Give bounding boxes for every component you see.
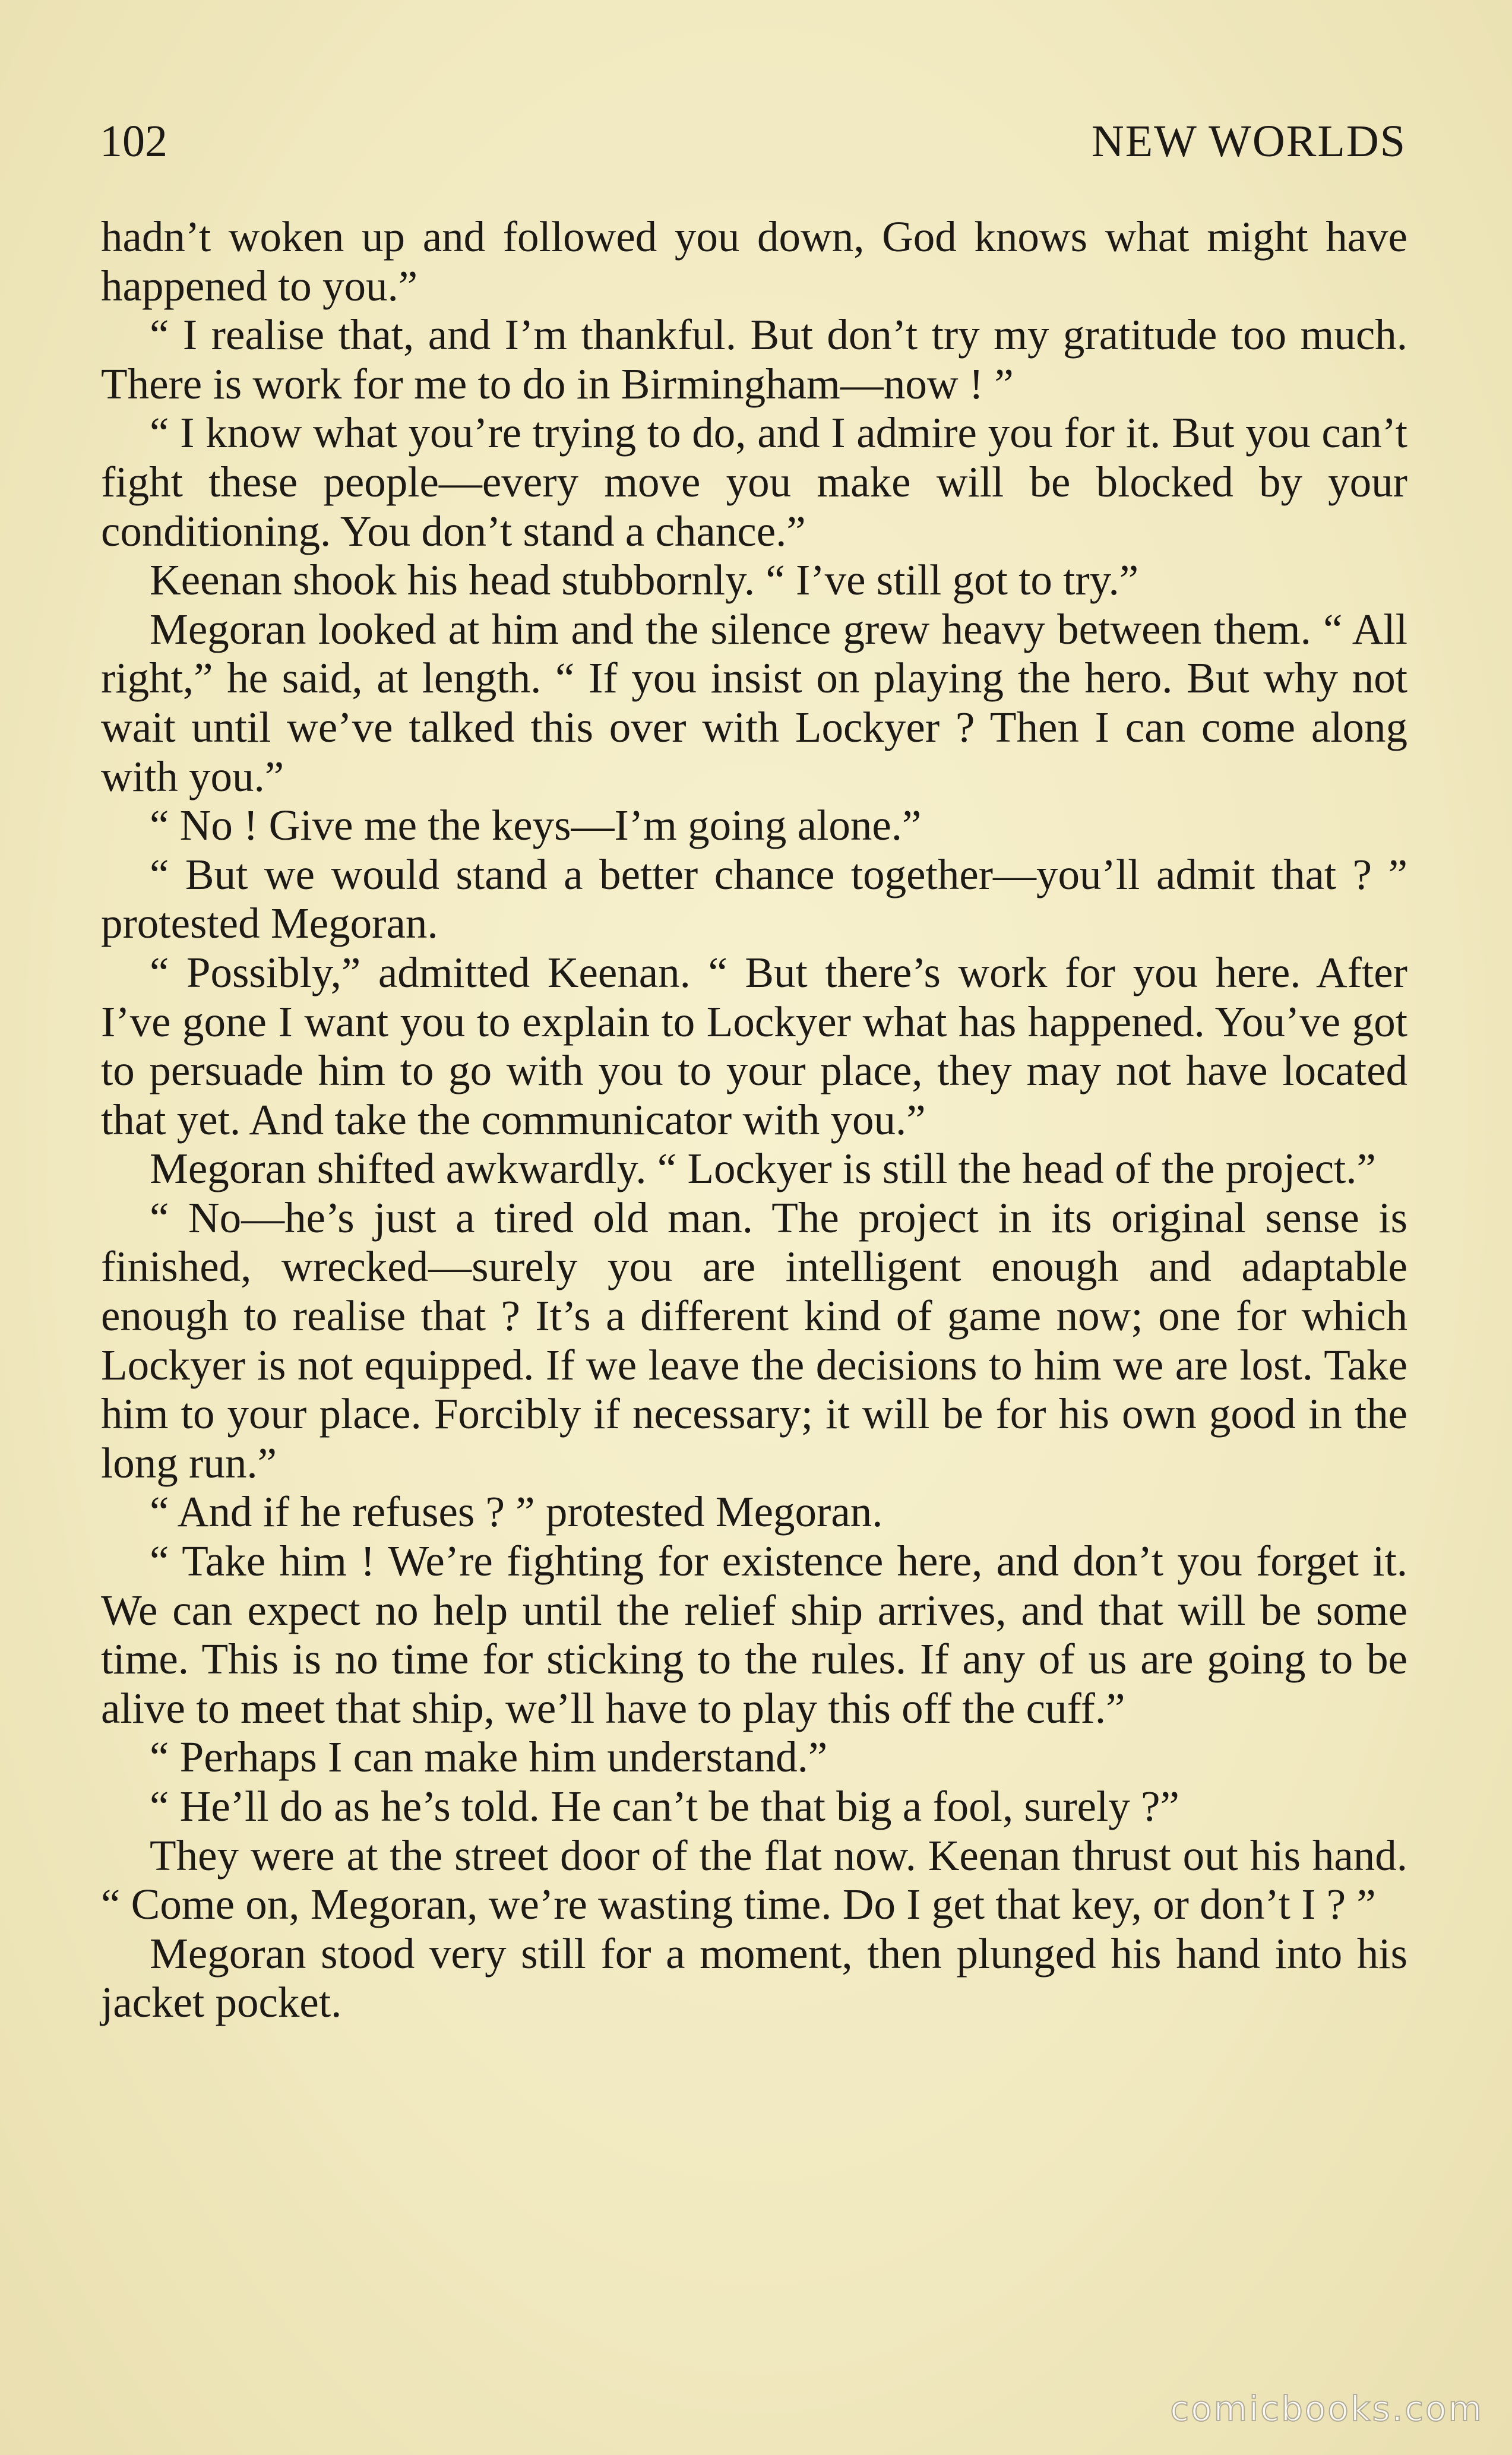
paragraph: Megoran shifted awkwardly. “ Lockyer is still the head of the project.”: [150, 1144, 1376, 1193]
paragraph: hadn’t woken up and followed you down, God knows what might have happened to you.”: [101, 213, 1407, 310]
paragraph: “ And if he refuses ? ” protested Megoran.: [150, 1488, 883, 1536]
paragraph: “ Take him ! We’re fighting for existence here, and don’t you forget it. We can expect no help until the relief ship arrives, and that will be some time. This is no time for sticking to the rules. If any of us are going to be alive to meet that ship, we’ll have to play this off the cuff.”: [101, 1537, 1407, 1732]
paragraph: “ But we would stand a better chance together—you’ll admit that ? ” protested Megoran.: [101, 850, 1407, 948]
page-header: [100, 113, 1406, 170]
running-head: NEW WORLDS: [1091, 116, 1406, 166]
paragraph: “ He’ll do as he’s told. He can’t be that big a fool, surely ?”: [150, 1782, 1179, 1830]
paragraph: Megoran looked at him and the silence grew heavy between them. “ All right,” he said, at length. “ If you insist on playing the hero. But why not wait until we’ve talked this over with Lockyer ? Then I can come along with you.”: [101, 605, 1407, 801]
paragraph: Keenan shook his head stubbornly. “ I’ve still got to try.”: [150, 556, 1139, 605]
page-number: 102: [100, 116, 167, 166]
body-text: [101, 213, 1407, 2027]
paragraph: “ I realise that, and I’m thankful. But don’t try my gratitude too much. There is work for me to do in Birmingham—now ! ”: [101, 311, 1407, 408]
paragraph: Megoran stood very still for a moment, then plunged his hand into his jacket pocket.: [101, 1929, 1407, 2027]
paragraph: They were at the street door of the flat now. Keenan thrust out his hand. “ Come on, Megoran, we’re wasting time. Do I get that key, or don’t I ? ”: [101, 1831, 1407, 1929]
paragraph: “ No ! Give me the keys—I’m going alone.”: [150, 801, 922, 850]
paragraph: “ Possibly,” admitted Keenan. “ But there’s work for you here. After I’ve gone I want you to explain to Lockyer what has happened. You’ve got to persuade him to go with you to your place, they may not have located that yet. And take the communicator with you.”: [101, 948, 1407, 1144]
paragraph: “ No—he’s just a tired old man. The project in its original sense is finished, wrecked—surely you are intelligent enough and adaptable enough to realise that ? It’s a different kind of game now; one for which Lockyer is not equipped. If we leave the decisions to him we are lost. Take him to your place. Forcibly if necessary; it will be for his own good in the long run.”: [101, 1193, 1407, 1487]
watermark: comicbooks.com: [1170, 2388, 1483, 2429]
paragraph: “ I know what you’re trying to do, and I admire you for it. But you can’t fight these people—every move you make will be blocked by your conditioning. You don’t stand a chance.”: [101, 409, 1407, 555]
paragraph: “ Perhaps I can make him understand.”: [150, 1733, 828, 1782]
